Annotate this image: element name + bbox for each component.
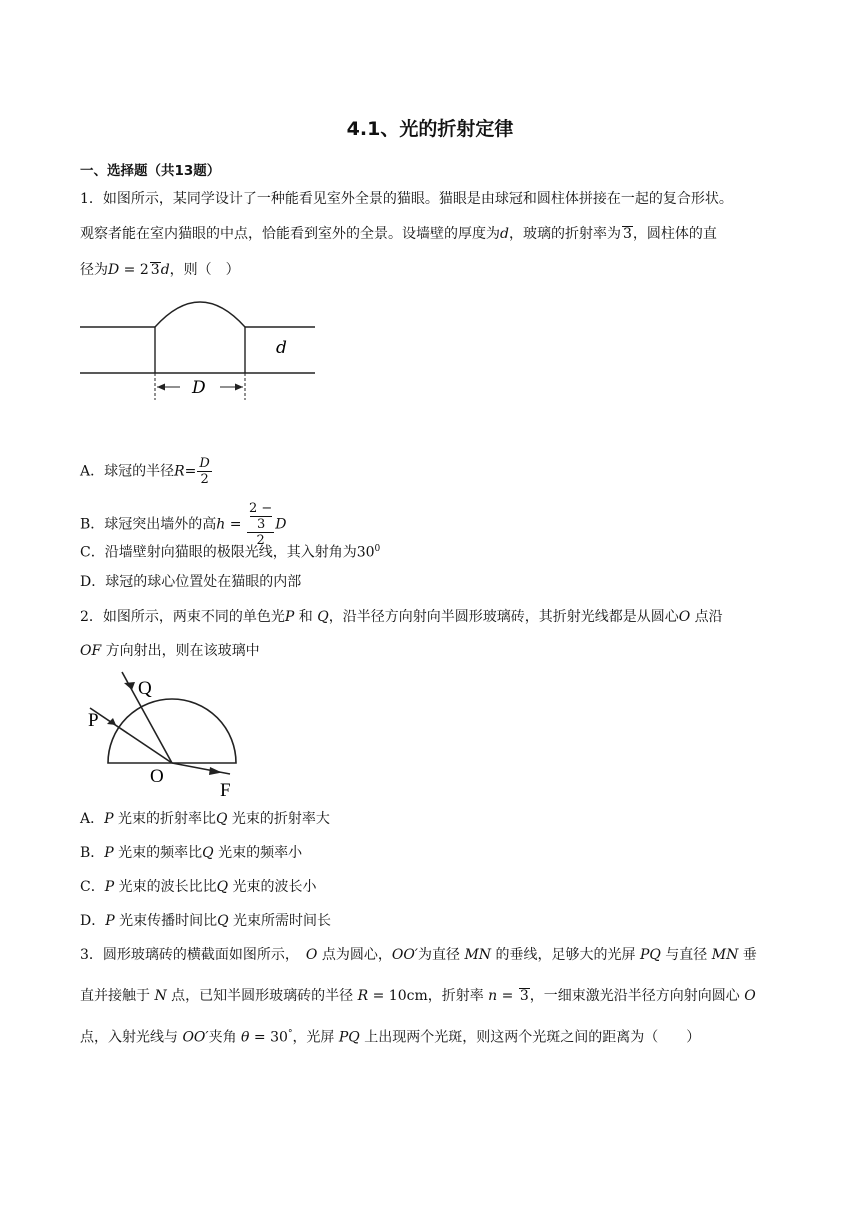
document-title: 4.1、光的折射定律 [346, 118, 514, 140]
label-d: d [276, 338, 287, 358]
q1-line-1: 1．如图所示，某同学设计了一种能看见室外全景的猫眼。猫眼是由球冠和圆柱体拼接在一起的复合形状。 [80, 191, 733, 207]
q1-option-d: D．球冠的球心位置处在猫眼的内部 [80, 574, 302, 590]
sqrt-symbol: 3 [622, 226, 632, 242]
q2-option-d: D．P 光束传播时间比Q 光束所需时间长 [80, 913, 332, 929]
label-F: F [220, 780, 231, 800]
q1-option-b: B．球冠突出墙外的高h = 2 − 3 2 D [80, 501, 287, 548]
q1-option-c: C．沿墙壁射向猫眼的极限光线，其入射角为$30^0$ [80, 544, 381, 561]
cat-eye-figure [80, 292, 320, 404]
q1-line-3: 径为D = 2 3d，则（ ） [80, 262, 240, 278]
semicircle-figure [82, 668, 257, 800]
q3-line-3: 点，入射光线与 OO′夹角 θ = 30°，光屏 PQ 上出现两个光斑，则这两个光斑之间的距离为（ ） [80, 1029, 701, 1046]
q3-line-2: 直并接触于 N 点，已知半圆形玻璃砖的半径 R = 10cm，折射率 n = 3，一细束激光沿半径方向射向圆心 O [80, 988, 756, 1004]
q2-option-c: C．P 光束的波长比比Q 光束的波长小 [80, 879, 317, 895]
q2-option-a: A．P 光束的折射率比Q 光束的折射率大 [80, 811, 330, 827]
q2-line-2: OF 方向射出，则在该玻璃中 [80, 643, 260, 659]
label-D: D [192, 378, 206, 398]
q1-line-2: 观察者能在室内猫眼的中点，恰能看到室外的全景。设墙壁的厚度为d，玻璃的折射率为 3，圆柱体的直 [80, 226, 717, 242]
q3-line-1: 3．圆形玻璃砖的横截面如图所示， O 点为圆心，OO′为直径 MN 的垂线，足够大的光屏 PQ 与直径 MN 垂 [80, 947, 757, 963]
label-P: P [88, 710, 99, 731]
q1-option-a: A．球冠的半径R= $\frac{D}{2}$ [80, 456, 210, 487]
q2-option-b: B．P 光束的频率比Q 光束的频率小 [80, 845, 303, 861]
label-O: O [150, 766, 164, 787]
label-Q: Q [138, 678, 152, 699]
section-heading: 一、选择题（共13题） [80, 163, 221, 179]
q2-line-1: 2．如图所示，两束不同的单色光P 和 Q，沿半径方向射向半圆形玻璃砖，其折射光线都是从圆心O 点沿 [80, 609, 723, 625]
